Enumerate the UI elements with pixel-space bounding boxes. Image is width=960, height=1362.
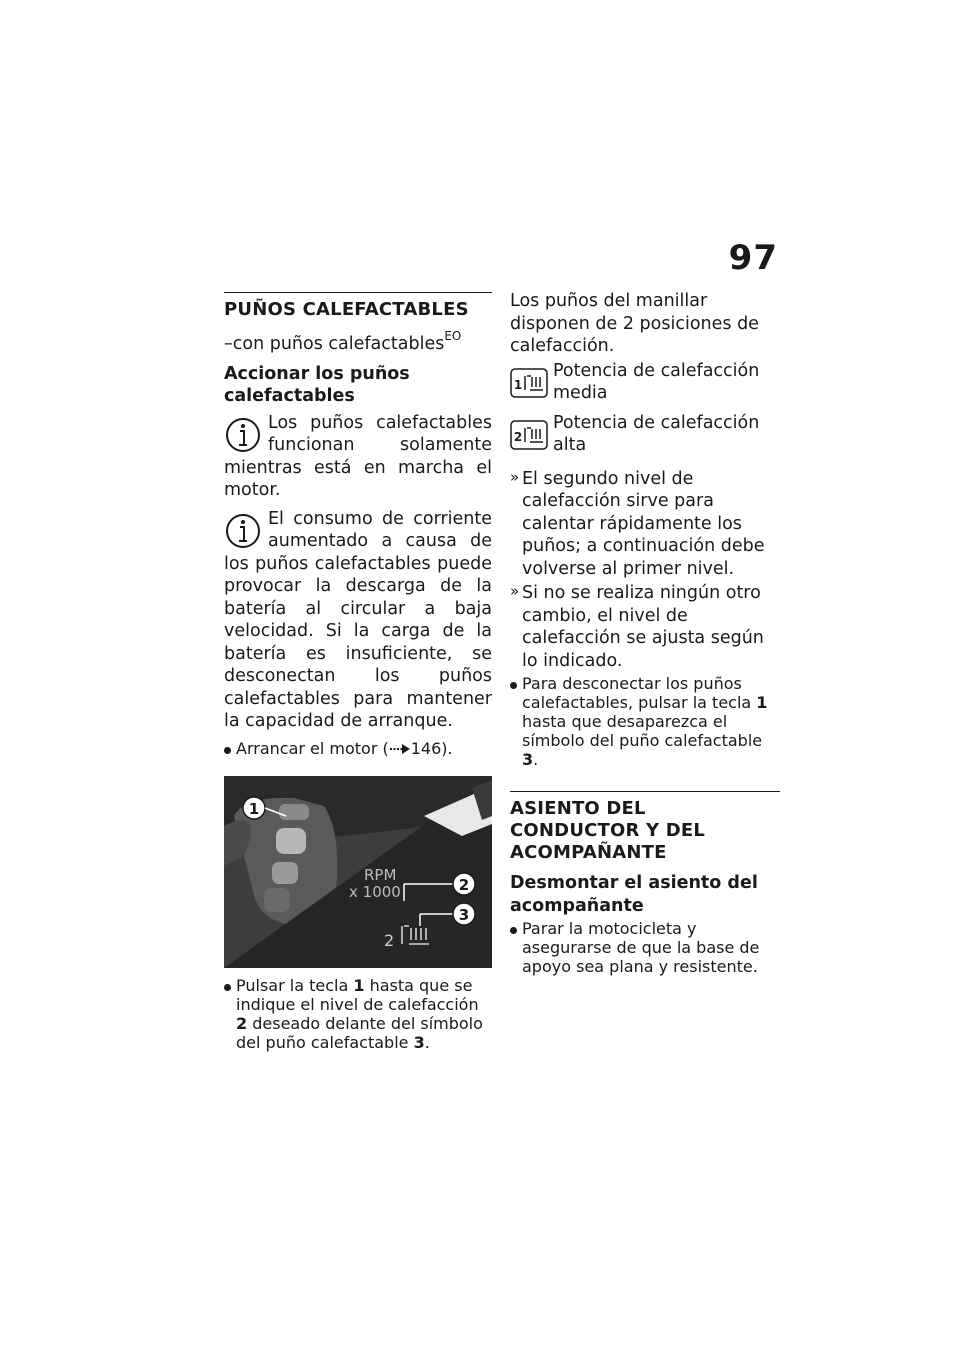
heat-level-high — [510, 412, 780, 462]
info-note-battery — [224, 508, 492, 733]
page-number: 97 — [728, 238, 778, 278]
info-icon — [224, 414, 262, 454]
bullet-text: . — [533, 750, 539, 769]
level-number: 2 — [384, 930, 395, 950]
heat-level-medium — [510, 360, 780, 410]
rpm-text: RPM — [364, 865, 397, 884]
result-text: Si no se realiza ningún otro cambio, el nivel de calefacción se ajusta según lo indicado. — [522, 583, 764, 671]
key-ref-2: 2 — [236, 1013, 248, 1033]
variant-sup: EO — [444, 329, 462, 343]
bullet-text: deseado delante del símbolo del puño calefactable — [236, 1013, 483, 1052]
key-ref-3: 3 — [413, 1032, 425, 1052]
page-ref-text: 146). — [410, 738, 453, 758]
svg-text:2: 2 — [513, 429, 523, 444]
info-text-1: Los puños calefactables funcionan solamente mientras está en marcha el motor. — [224, 412, 492, 501]
result-text: El segundo nivel de calefacción sirve para calentar rápidamente los puños; a continuación debe volverse al primer nivel. — [522, 468, 765, 579]
bullet-text: Para desconectar los puños calefactables, pulsar la tecla — [522, 674, 757, 712]
variant-text: –con puños calefactables — [224, 333, 445, 354]
info-icon — [224, 510, 262, 550]
result-mark: » — [510, 582, 520, 600]
handlebar-illustration — [224, 776, 492, 968]
section-title-heated-grips: PUÑOS CALEFACTABLES — [224, 292, 492, 321]
bullet-text: . — [424, 1032, 430, 1052]
section-title-seats: ASIENTO DEL CONDUCTOR Y DEL ACOMPAÑANTE — [510, 791, 780, 864]
subhead-remove-passenger-seat: Desmontar el asiento del acompañante — [510, 873, 758, 916]
info-text-2: El consumo de corriente aumentado a causa de los puños calefactables puede provocar la descarga de la batería al circular a baja velocidad. Si la carga de la batería es insuficiente, se desconectan los puños calefactables para mantener la capacidad de arranque. — [224, 508, 492, 732]
bullet-dot — [224, 984, 231, 991]
heat-level-1-icon — [510, 368, 548, 398]
heat-level-label: Potencia de calefacción media — [553, 360, 760, 403]
subhead-operate-grips: Accionar los puños calefactables — [224, 363, 410, 407]
key-ref-1: 1 — [756, 693, 768, 712]
bullet-dot — [510, 682, 517, 689]
x1000-text: x 1000 — [349, 882, 401, 901]
svg-text:1: 1 — [513, 377, 523, 392]
bullet-text: hasta que desaparezca el símbolo del puño calefactable — [522, 712, 763, 750]
info-note-engine — [224, 412, 492, 502]
intro-text: Los puños del manillar disponen de 2 posiciones de calefacción. — [510, 291, 759, 356]
key-ref-3: 3 — [522, 750, 534, 769]
bullet-text: Arrancar el motor ( — [236, 738, 389, 758]
right-column — [510, 292, 780, 976]
heat-level-2-icon — [510, 420, 548, 450]
optional-equipment-note — [224, 327, 492, 355]
bullet-start-engine — [224, 739, 492, 758]
label-1: 1 — [248, 799, 260, 818]
bullet-text: Pulsar la tecla — [236, 975, 354, 995]
handlebar-photo — [224, 776, 492, 968]
bullet-text: Parar la motocicleta y asegurarse de que la base de apoyo sea plana y resistente. — [522, 919, 760, 976]
page-ref-arrow-icon — [389, 743, 411, 755]
result-mark: » — [510, 467, 520, 486]
bullet-text: hasta que se indique el nivel de calefacción — [236, 975, 479, 1014]
result-no-change — [510, 582, 780, 672]
bullet-dot — [510, 927, 517, 934]
label-3: 3 — [458, 905, 470, 924]
key-ref-1: 1 — [353, 975, 365, 995]
bullet-park-motorcycle — [510, 919, 780, 976]
result-second-level — [510, 468, 780, 581]
heat-level-label: Potencia de calefacción alta — [553, 412, 760, 455]
bullet-switch-off — [510, 674, 780, 769]
bullet-dot — [224, 747, 231, 754]
left-column — [224, 292, 492, 1052]
bullet-press-button — [224, 976, 492, 1052]
label-2: 2 — [458, 875, 470, 894]
